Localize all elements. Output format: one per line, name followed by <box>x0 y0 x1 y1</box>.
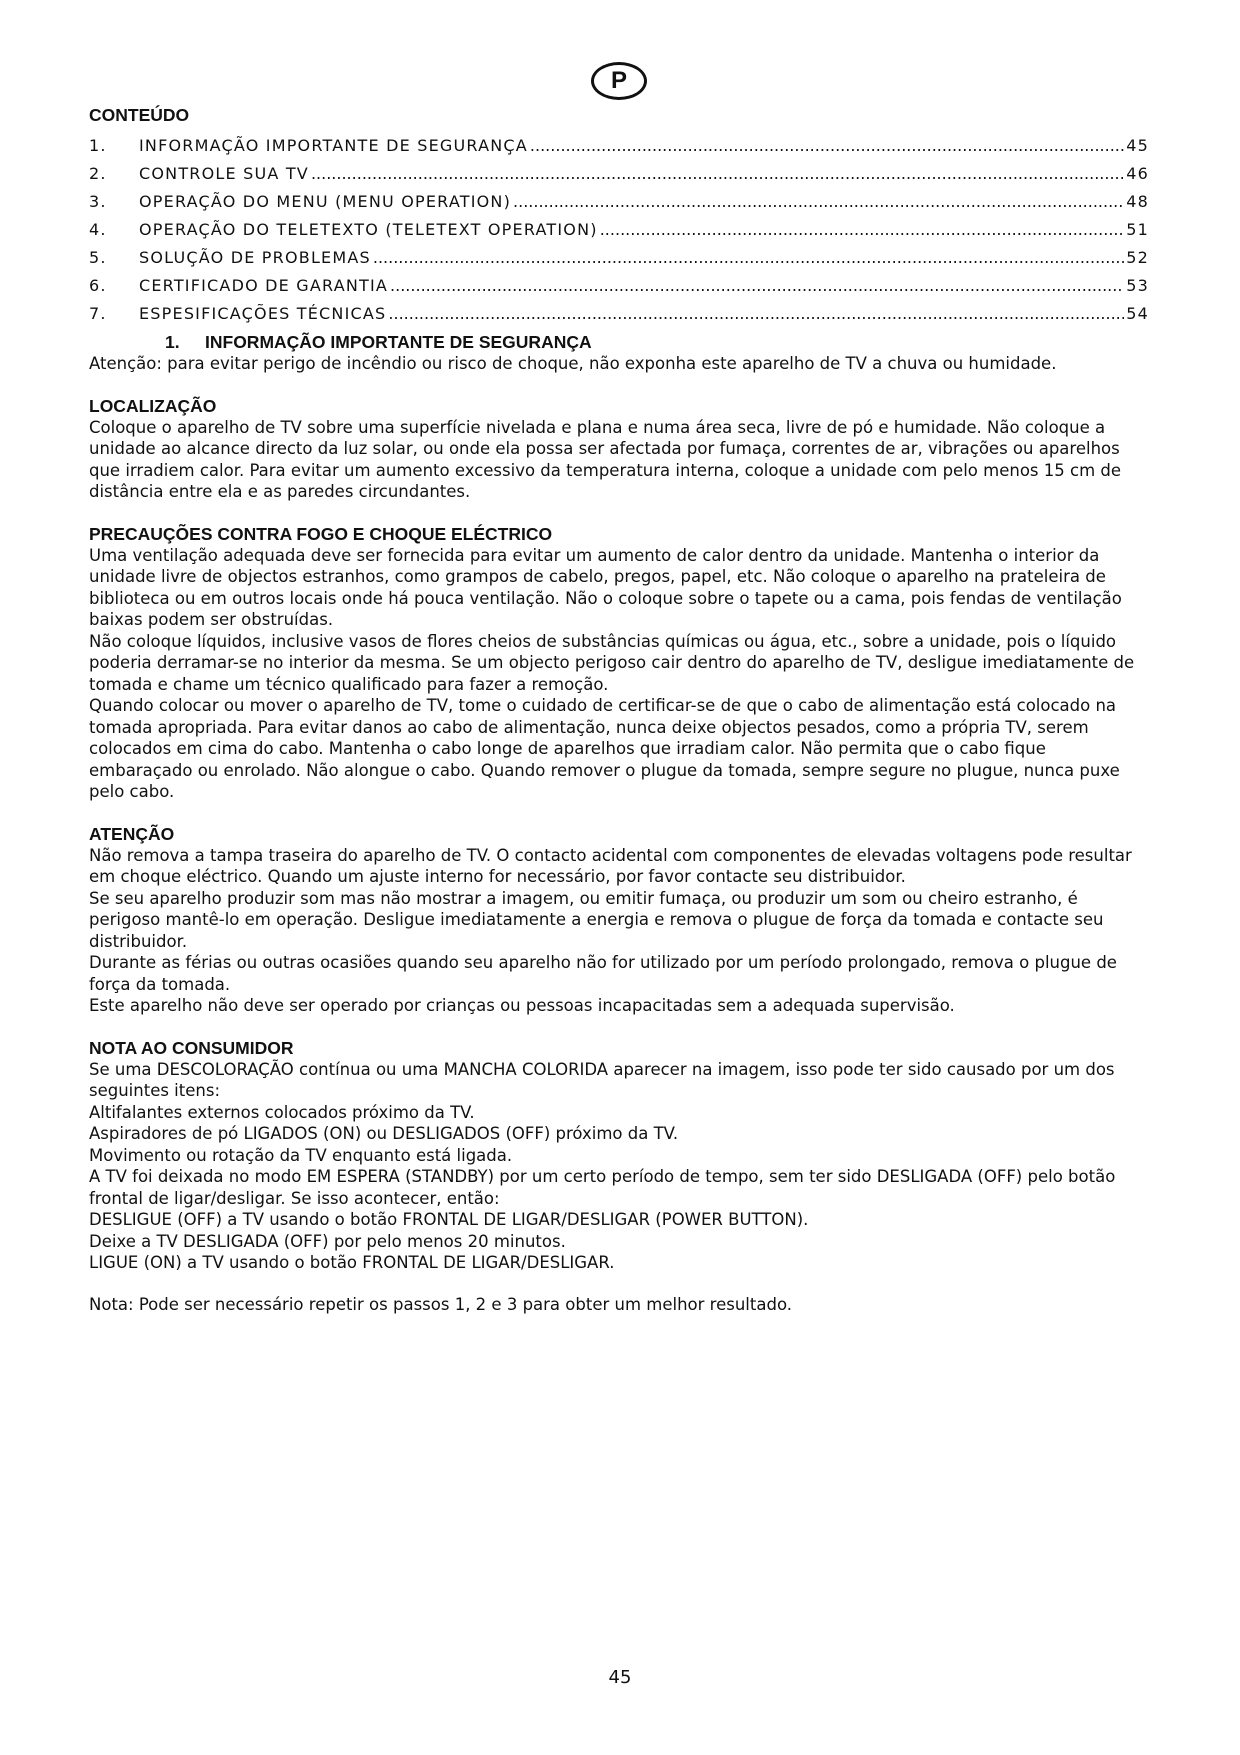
fire-shock-paragraph: Uma ventilação adequada deve ser fornecida para evitar um aumento de calor dentro da unidade. Mantenha o interior da unidade livre de objectos estranhos, como grampos de cabelo, pregos, papel, etc. Não coloque o aparelho na prateleira de biblioteca ou em outros locais onde há pouca ventilação. Não o coloque sobre o tapete ou a cama, pois fendas de ventilação baixas podem ser obstruídas. <box>89 545 1122 629</box>
toc-number: 5. <box>89 248 107 267</box>
location-text: Coloque o aparelho de TV sobre uma superfície nivelada e plana e numa área seca, livre de pó e humidade. Não coloque a unidade ao alcance directo da luz solar, ou onde ela possa ser afectada por fumaça, correntes de ar, vibrações ou aparelhos que irradiem calor. Para evitar um aumento excessivo da temperatura interna, coloque a unidade com pelo menos 15 cm de distância entre ela e as paredes circundantes. <box>89 417 1122 501</box>
toc-number: 1. <box>89 136 107 155</box>
toc-item[interactable] <box>89 300 1149 328</box>
location-heading: LOCALIZAÇÃO <box>89 395 217 416</box>
toc-item[interactable] <box>89 160 1149 188</box>
toc-item[interactable] <box>89 132 1149 160</box>
fire-shock-paragraph: Quando colocar ou mover o aparelho de TV, tome o cuidado de certificar-se de que o cabo de alimentação está colocado na tomada apropriada. Para evitar danos ao cabo de alimentação, nunca deixe objectos pesados, como a própria TV, serem colocados em cima do cabo. Mantenha o cabo longe de aparelhos que irradiam calor. Não permita que o cabo fique embaraçado ou enrolado. Não alongue o cabo. Quando remover o plugue da tomada, sempre segure no plugue, nunca puxe pelo cabo. <box>89 696 1120 801</box>
footnote: Nota: Pode ser necessário repetir os passos 1, 2 e 3 para obter um melhor resultado. <box>89 1294 792 1314</box>
toc-leader <box>600 216 1125 244</box>
toc-leader <box>513 188 1124 216</box>
toc-heading: CONTEÚDO <box>89 105 190 125</box>
toc-title: SOLUÇÃO DE PROBLEMAS <box>139 248 371 267</box>
consumer-note-paragraph: Se uma DESCOLORAÇÃO contínua ou uma MANCHA COLORIDA aparecer na imagem, isso pode ter sido causado por um dos seguintes itens: <box>89 1059 1115 1100</box>
page-content <box>89 104 1149 1315</box>
toc-page: 45 <box>1126 136 1149 155</box>
toc-number: 6. <box>89 276 107 295</box>
safety-intro: Atenção: para evitar perigo de incêndio ou risco de choque, não exponha este aparelho de TV a chuva ou humidade. <box>89 354 1057 373</box>
toc-page: 52 <box>1126 248 1149 267</box>
attention-paragraph: Se seu aparelho produzir som mas não mostrar a imagem, ou emitir fumaça, ou produzir um som ou cheiro estranho, é perigoso mantê-lo em operação. Desligue imediatamente a energia e remova o plugue de força da tomada e contacte seu distribuidor. <box>89 888 1104 951</box>
consumer-note-paragraph: Movimento ou rotação da TV enquanto está ligada. <box>89 1145 513 1165</box>
section-number: 1. <box>165 332 180 352</box>
toc-page: 48 <box>1126 192 1149 211</box>
toc-leader <box>311 160 1124 188</box>
toc-page: 46 <box>1126 164 1149 183</box>
attention-paragraph: Este aparelho não deve ser operado por crianças ou pessoas incapacitadas sem a adequada supervisão. <box>89 996 955 1015</box>
consumer-note-paragraph: LIGUE (ON) a TV usando o botão FRONTAL DE LIGAR/DESLIGAR. <box>89 1253 615 1272</box>
toc-leader <box>373 244 1124 272</box>
toc-page: 54 <box>1126 304 1149 323</box>
fire-shock-paragraph: Não coloque líquidos, inclusive vasos de flores cheios de substâncias químicas ou água, etc., sobre a unidade, pois o líquido poderia derramar-se no interior da mesma. Se um objecto perigoso cair dentro do aparelho de TV, desligue imediatamente de tomada e chame um técnico qualificado para fazer a remoção. <box>89 631 1135 694</box>
consumer-note-paragraph: Deixe a TV DESLIGADA (OFF) por pelo menos 20 minutos. <box>89 1231 566 1251</box>
toc-title: CERTIFICADO DE GARANTIA <box>139 276 389 295</box>
toc-item[interactable] <box>89 188 1149 216</box>
consumer-note-paragraph: DESLIGUE (OFF) a TV usando o botão FRONTAL DE LIGAR/DESLIGAR (POWER BUTTON). <box>89 1210 809 1229</box>
section-title <box>165 331 1149 353</box>
toc-number: 4. <box>89 220 107 239</box>
consumer-note-heading: NOTA AO CONSUMIDOR <box>89 1037 294 1058</box>
toc-leader <box>388 300 1124 328</box>
attention-paragraph: Durante as férias ou outras ocasiões quando seu aparelho não for utilizado por um período prolongado, remova o plugue de força da tomada. <box>89 953 1117 994</box>
toc-item[interactable] <box>89 272 1149 300</box>
toc-title: OPERAÇÃO DO MENU (MENU OPERATION) <box>139 192 512 211</box>
consumer-note-paragraph: Altifalantes externos colocados próximo da TV. <box>89 1102 475 1122</box>
fire-shock-heading: PRECAUÇÕES CONTRA FOGO E CHOQUE ELÉCTRICO <box>89 523 553 544</box>
table-of-contents <box>89 132 1149 328</box>
toc-number: 7. <box>89 304 107 323</box>
toc-title: INFORMAÇÃO IMPORTANTE DE SEGURANÇA <box>139 136 528 155</box>
toc-item[interactable] <box>89 216 1149 244</box>
toc-title: ESPESIFICAÇÕES TÉCNICAS <box>139 304 387 323</box>
toc-item[interactable] <box>89 244 1149 272</box>
toc-number: 2. <box>89 164 107 183</box>
language-badge: P <box>591 62 647 100</box>
toc-leader <box>390 272 1124 300</box>
attention-paragraph: Não remova a tampa traseira do aparelho de TV. O contacto acidental com componentes de elevadas voltagens pode resultar em choque eléctrico. Quando um ajuste interno for necessário, por favor contacte seu distribuidor. <box>89 845 1132 886</box>
toc-page: 51 <box>1126 220 1149 239</box>
page-number: 45 <box>608 1667 632 1688</box>
consumer-note-paragraph: A TV foi deixada no modo EM ESPERA (STANDBY) por um certo período de tempo, sem ter sido DESLIGADA (OFF) pelo botão frontal de ligar/desligar. Se isso acontecer, então: <box>89 1167 1116 1208</box>
toc-title: OPERAÇÃO DO TELETEXTO (TELETEXT OPERATION) <box>139 220 598 239</box>
attention-heading: ATENÇÃO <box>89 823 175 844</box>
toc-number: 3. <box>89 192 107 211</box>
consumer-note-paragraph: Aspiradores de pó LIGADOS (ON) ou DESLIGADOS (OFF) próximo da TV. <box>89 1124 679 1143</box>
toc-leader <box>530 132 1124 160</box>
toc-page: 53 <box>1126 276 1149 295</box>
toc-title: CONTROLE SUA TV <box>139 164 309 183</box>
section-title-text: INFORMAÇÃO IMPORTANTE DE SEGURANÇA <box>205 332 592 352</box>
